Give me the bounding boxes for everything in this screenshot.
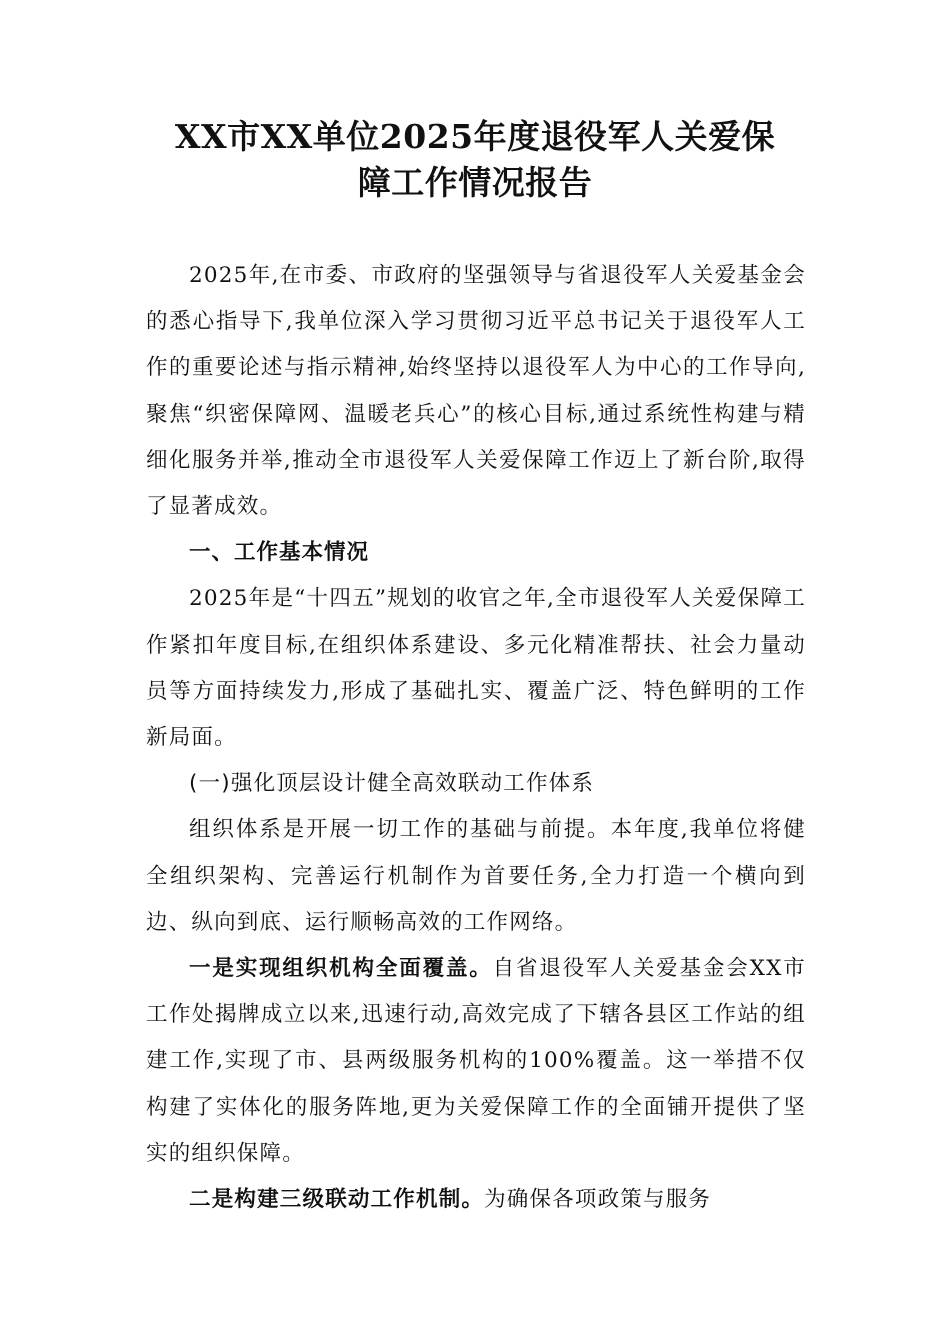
title-line-1: XX市XX单位2025年度退役军人关爱保 — [174, 117, 776, 156]
document-body — [146, 253, 806, 1223]
subsection-1-heading: (一)强化顶层设计健全高效联动工作体系 — [189, 771, 595, 797]
section-1-heading: 一、工作基本情况 — [189, 540, 370, 566]
point-2-lead: 二是构建三级联动工作机制。 — [189, 1187, 485, 1213]
point-1-text: 自省退役军人关爱基金会XX市工作处揭牌成立以来,迅速行动,高效完成了下辖各县区工作站的组建工作,实现了市、县两级服务机构的100%覆盖。这一举措不仅构建了实体化的服务阵地,更为关爱保障工作的全面铺开提供了坚实的组织保障。 — [146, 956, 806, 1166]
point-1-lead: 一是实现组织机构全面覆盖。 — [189, 956, 493, 982]
title-line-2: 障工作情况报告 — [357, 163, 593, 202]
intro-paragraph: 2025年,在市委、市政府的坚强领导与省退役军人关爱基金会的悉心指导下,我单位深入学习贯彻习近平总书记关于退役军人工作的重要论述与指示精神,始终坚持以退役军人为中心的工作导向,聚焦“织密保障网、温暖老兵心”的核心目标,通过系统性构建与精细化服务并举,推动全市退役军人关爱保障工作迈上了新台阶,取得了显著成效。 — [146, 263, 806, 520]
point-2-text: 为确保各项政策与服务 — [484, 1187, 712, 1213]
section-1-paragraph: 2025年是“十四五”规划的收官之年,全市退役军人关爱保障工作紧扣年度目标,在组织体系建设、多元化精准帮扶、社会力量动员等方面持续发力,形成了基础扎实、覆盖广泛、特色鲜明的工作新局面。 — [146, 586, 806, 751]
point-2-paragraph — [146, 1177, 806, 1223]
point-1-paragraph — [146, 946, 806, 1177]
subsection-1-paragraph: 组织体系是开展一切工作的基础与前提。本年度,我单位将健全组织架构、完善运行机制作为首要任务,全力打造一个横向到边、纵向到底、运行顺畅高效的工作网络。 — [146, 817, 806, 935]
document-title — [140, 114, 810, 206]
